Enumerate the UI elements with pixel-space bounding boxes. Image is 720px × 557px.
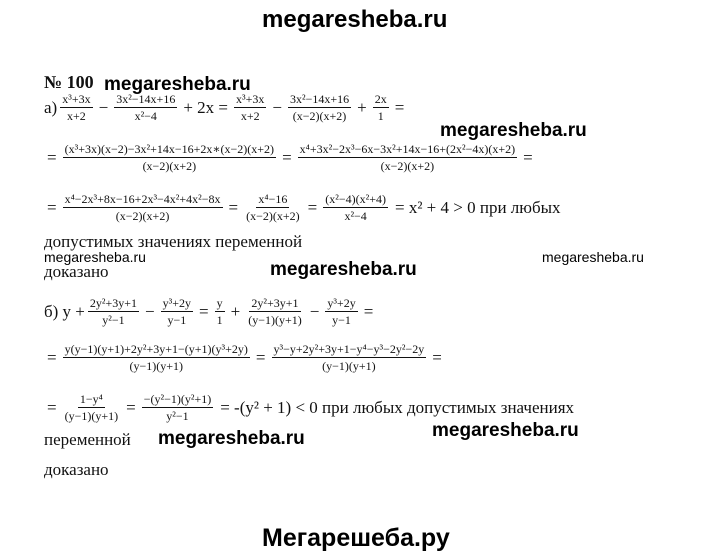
part-a-line-1 (44, 92, 407, 123)
denominator: x+2 (240, 109, 260, 123)
part-a-line-3 (44, 192, 561, 223)
fraction (288, 92, 351, 123)
numerator: x⁴−2x³+8x−16+2x³−4x²+4x²−8x (64, 192, 221, 206)
watermark-left-small: megaresheba.ru (44, 249, 146, 265)
numerator: x³+3x (62, 92, 91, 106)
watermark-near-number: megaresheba.ru (104, 74, 251, 95)
operator: = (126, 397, 136, 417)
denominator: (y−1)(y+1) (248, 313, 302, 327)
fraction (272, 342, 427, 373)
part-a-label: а) (44, 97, 58, 117)
fraction (161, 296, 193, 327)
denominator: (x−2)(x+2) (142, 159, 197, 173)
denominator: x²−4 (344, 209, 367, 223)
part-b-line-2 (44, 342, 445, 373)
numerator: y³+2y (162, 296, 192, 310)
fraction (63, 342, 250, 373)
denominator: y²−1 (166, 409, 189, 423)
part-a-proved: доказано (44, 262, 109, 281)
operator: + (357, 97, 367, 117)
numerator: 2x (374, 92, 387, 106)
operator: − (309, 301, 320, 321)
numerator: 2y²+3y+1 (89, 296, 138, 310)
fraction (323, 192, 388, 223)
fraction (244, 192, 302, 223)
denominator: y−1 (167, 313, 187, 327)
numerator: 3x²−14x+16 (116, 92, 176, 106)
numerator: y (216, 296, 223, 310)
denominator: x²−4 (134, 109, 157, 123)
fraction (63, 192, 223, 223)
watermark-b-center: megaresheba.ru (158, 428, 305, 449)
operator: + 2x = (183, 97, 229, 117)
operator: − (98, 97, 109, 117)
operator: = (47, 147, 57, 167)
operator: = (228, 197, 239, 217)
fraction (234, 92, 266, 123)
watermark-line1-right: megaresheba.ru (440, 120, 587, 141)
numerator: 2y²+3y+1 (251, 296, 299, 310)
numerator: y³+2y (327, 296, 356, 310)
denominator: x+2 (67, 109, 86, 123)
part-b-line-4: переменной (44, 430, 131, 449)
fraction (63, 142, 276, 173)
fraction (373, 92, 389, 123)
part-a-line-2 (44, 142, 536, 173)
denominator: y−1 (332, 313, 351, 327)
fraction (246, 296, 304, 327)
denominator: (x−2)(x+2) (246, 209, 300, 223)
numerator: (x³+3x)(x−2)−3x²+14x−16+2x∗(x−2)(x+2) (64, 142, 275, 156)
numerator: (x²−4)(x²+4) (325, 192, 386, 206)
fraction (88, 296, 139, 327)
denominator: 1 (216, 313, 223, 327)
part-a-line-4: допустимых значениях переменной (44, 232, 303, 251)
numerator: x⁴+3x²−2x³−6x−3x²+14x−16+(2x²−4x)(x+2) (299, 142, 516, 156)
operator: + (230, 301, 241, 321)
fraction (63, 392, 121, 423)
numerator: x³+3x (236, 92, 265, 106)
numerator: y(y−1)(y+1)+2y²+3y+1−(y+1)(y³+2y) (64, 342, 248, 356)
fraction (114, 92, 177, 123)
operator: − (272, 97, 282, 117)
operator: = (363, 301, 374, 321)
watermark-b-right: megaresheba.ru (432, 420, 579, 441)
numerator: x⁴−16 (258, 192, 288, 206)
denominator: 1 (377, 109, 384, 123)
numerator: y³−y+2y²+3y+1−y⁴−y³−2y²−2y (273, 342, 425, 356)
operator: = (432, 347, 442, 367)
conclusion-text: = -(y² + 1) < 0 при любых допустимых значениях (220, 397, 575, 417)
numerator: −(y²−1)(y²+1) (143, 392, 212, 406)
operator: = (282, 147, 292, 167)
fraction (142, 392, 213, 423)
operator: = (47, 397, 57, 417)
watermark-bottom: Мегарешеба.ру (262, 524, 450, 552)
operator: = (523, 147, 533, 167)
operator: = (199, 301, 209, 321)
numerator: 1−y⁴ (79, 392, 103, 406)
operator: = (394, 97, 405, 117)
part-b-proved: доказано (44, 460, 109, 479)
denominator: (y−1)(y+1) (322, 359, 376, 373)
operator: = (47, 197, 57, 217)
denominator: y²−1 (102, 313, 125, 327)
part-b-line-3 (44, 392, 574, 423)
conclusion-text: = x² + 4 > 0 при любых (394, 197, 561, 217)
fraction (298, 142, 517, 173)
denominator: (x−2)(x+2) (115, 209, 170, 223)
denominator: (x−2)(x+2) (380, 159, 435, 173)
denominator: (y−1)(y+1) (64, 409, 119, 423)
fraction (215, 296, 225, 327)
denominator: (y−1)(y+1) (129, 359, 184, 373)
part-b-label: б) y + (44, 301, 85, 321)
watermark-top: megaresheba.ru (262, 6, 448, 33)
operator: = (255, 347, 266, 367)
denominator: (x−2)(x+2) (292, 109, 347, 123)
numerator: 3x²−14x+16 (289, 92, 350, 106)
watermark-center: megaresheba.ru (270, 259, 417, 280)
fraction (325, 296, 357, 327)
fraction (60, 92, 92, 123)
operator: = (47, 347, 57, 367)
part-b-line-1 (44, 296, 376, 327)
operator: = (307, 197, 318, 217)
problem-number: № 100 (44, 72, 94, 92)
watermark-right-small: megaresheba.ru (542, 249, 644, 265)
operator: − (145, 301, 155, 321)
